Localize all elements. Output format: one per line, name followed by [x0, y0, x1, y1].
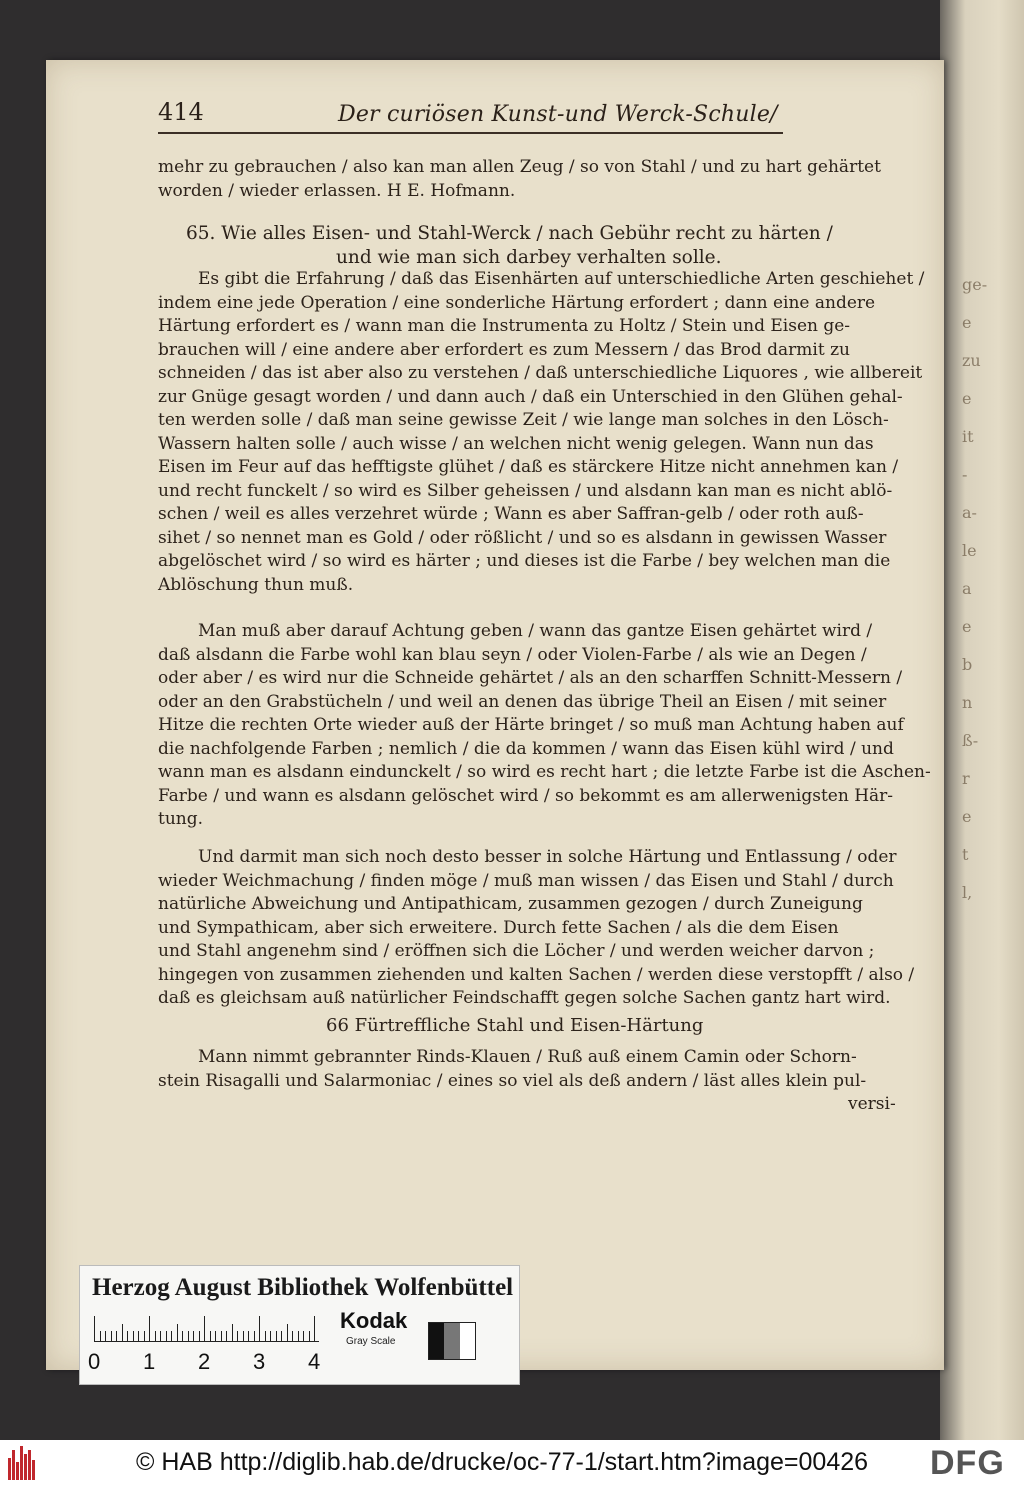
ruler-tick [292, 1331, 293, 1342]
ghost-text-fragment: e [962, 313, 972, 332]
text-line: Hitze die rechten Orte wieder auß der Härte bringet / so muß man Achtung haben auf [158, 715, 904, 735]
ruler-tick [215, 1331, 216, 1342]
ruler-tick [314, 1316, 315, 1342]
text-line: und recht funckelt / so wird es Silber geheissen / und alsdann kan man es nicht ablö- [158, 480, 893, 501]
ruler-tick [138, 1331, 139, 1342]
book-page [46, 60, 944, 1370]
ruler-tick [127, 1331, 128, 1342]
logo-bar [32, 1460, 35, 1480]
library-color-card [79, 1265, 520, 1385]
ruler-tick [243, 1331, 244, 1342]
scale-ruler [94, 1314, 319, 1342]
text-line: brauchen will / eine andere aber erfordert es zum Messern / das Brod darmit zu [158, 339, 850, 360]
ruler-tick [177, 1324, 178, 1342]
ruler-tick [303, 1331, 304, 1342]
ghost-text-fragment: t [962, 845, 969, 864]
text-line: schen / weil es alles verzehret würde ; Wann es aber Saffran-gelb / oder roth auß- [158, 504, 864, 524]
logo-bar [8, 1458, 11, 1480]
heading-66: 66 Fürtreffliche Stahl und Eisen-Härtung [326, 1015, 704, 1036]
ghost-text-fragment: le [962, 541, 977, 560]
ruler-tick [188, 1331, 189, 1342]
text-line: Farbe / und wann es alsdann gelöschet wird / so bekommt es am allerwenigsten Här- [158, 785, 894, 806]
ruler-tick [259, 1316, 260, 1342]
ruler-tick [281, 1331, 282, 1342]
heading-65 [186, 222, 833, 270]
text-line: Mann nimmt gebrannter Rinds-Klauen / Ruß auß einem Camin oder Schorn- [198, 1047, 857, 1067]
ruler-tick [276, 1331, 277, 1342]
paragraph-3 [158, 620, 931, 832]
ruler-tick [237, 1331, 238, 1342]
ghost-text-fragment: l, [962, 883, 973, 902]
ruler-tick [182, 1331, 183, 1342]
ruler-tick [94, 1316, 95, 1342]
ruler-tick [155, 1331, 156, 1342]
ruler-tick [226, 1331, 227, 1342]
text-line: wieder Weichmachung / finden möge / muß man wissen / das Eisen und Stahl / durch [158, 870, 894, 891]
ruler-tick [116, 1331, 117, 1342]
text-line: Es gibt die Erfahrung / daß das Eisenhärten auf unterschiedliche Arten geschiehet / [198, 269, 925, 289]
logo-bar [12, 1450, 15, 1480]
footer-bar [0, 1440, 1024, 1486]
dfg-logo: DFG [930, 1444, 1005, 1482]
ruler-tick [298, 1331, 299, 1342]
text-line: Und darmit man sich noch desto besser in solche Härtung und Entlassung / oder [198, 847, 897, 867]
scale-number: 4 [308, 1349, 321, 1374]
ruler-tick [193, 1331, 194, 1342]
text-line: oder aber / es wird nur die Schneide gehärtet / als an den scharffen Schnitt-Messern / [158, 668, 903, 688]
ruler-tick [248, 1331, 249, 1342]
text-line: ten werden solle / daß man seine gewisse Zeit / wie lange man solches in den Lösch- [158, 410, 889, 430]
scale-number: 0 [88, 1349, 101, 1374]
text-line: stein Risagalli und Salarmoniac / eines so viel als deß andern / läst alles klein pul- [158, 1070, 867, 1091]
scale-number: 1 [143, 1349, 156, 1374]
ghost-text-fragment: b [962, 655, 973, 674]
heading-line: 65. Wie alles Eisen- und Stahl-Werck / nach Gebühr recht zu härten / [186, 223, 833, 244]
ghost-text-fragment: e [962, 617, 972, 636]
paragraph-4 [158, 846, 914, 1011]
text-line: Eisen im Feur auf das hefftigste glühet / daß es stärckere Hitze nicht annehmen kan / [158, 457, 899, 477]
text-line: wann man es alsdann eindunckelt / so wird es recht hart ; die letzte Farbe ist die Aschen- [158, 762, 931, 782]
text-line: und Stahl angenehm sind / eröffnen sich die Löcher / und werden weicher darvon ; [158, 941, 875, 961]
gray-swatches [428, 1322, 476, 1360]
ruler-tick [100, 1331, 101, 1342]
swatch-white [460, 1323, 475, 1359]
ruler-tick [270, 1331, 271, 1342]
text-line: worden / wieder erlassen. H E. Hofmann. [158, 180, 516, 201]
text-line: Wassern halten solle / auch wisse / an welchen nicht wenig gelegen. Wann nun das [158, 433, 874, 454]
ruler-tick [122, 1324, 123, 1342]
footer-copyright-link[interactable]: © HAB http://diglib.hab.de/drucke/oc-77-1/start.htm?image=00426 [136, 1448, 869, 1476]
ruler-tick [199, 1331, 200, 1342]
ruler-tick [204, 1316, 205, 1342]
page-number: 414 [158, 98, 204, 126]
paragraph-1 [158, 156, 881, 203]
logo-bar [24, 1454, 27, 1480]
heading-line: und wie man sich darbey verhalten solle. [336, 247, 722, 268]
text-line: versi- [848, 1094, 896, 1114]
text-line: Härtung erfordert es / wann man die Instrumenta zu Holtz / Stein und Eisen ge- [158, 316, 851, 336]
text-line: natürliche Abweichung und Antipathicam, zusammen gezogen / durch Zuneigung [158, 894, 863, 914]
ghost-text-fragment: zu [962, 351, 981, 370]
swatch-gray [444, 1323, 459, 1359]
text-line: mehr zu gebrauchen / also kan man allen Zeug / so von Stahl / und zu hart gehärtet [158, 157, 881, 177]
logo-bar [28, 1450, 31, 1480]
ruler-tick [254, 1331, 255, 1342]
ruler-tick [210, 1331, 211, 1342]
ruler-tick [105, 1331, 106, 1342]
ruler-tick [166, 1331, 167, 1342]
ghost-text-fragment: e [962, 807, 972, 826]
ruler-tick [111, 1331, 112, 1342]
ghost-text-fragment: ge- [962, 275, 988, 294]
ruler-tick [133, 1331, 134, 1342]
ghost-text-fragment: it [962, 427, 974, 446]
text-line: Man muß aber darauf Achtung geben / wann das gantze Eisen gehärtet wird / [198, 621, 873, 641]
ruler-tick [144, 1331, 145, 1342]
page-header [158, 98, 778, 134]
logo-bar [16, 1462, 19, 1480]
ghost-text-fragment: e [962, 389, 972, 408]
ruler-tick [287, 1324, 288, 1342]
ruler-tick [309, 1331, 310, 1342]
ghost-text-fragment: a- [962, 503, 977, 522]
ruler-tick [171, 1331, 172, 1342]
ghost-text-fragment: ß- [962, 731, 979, 750]
text-line: hingegen von zusammen ziehenden und kalten Sachen / werden diese verstopfft / also / [158, 964, 915, 985]
text-line: daß alsdann die Farbe wohl kan blau seyn / oder Violen-Farbe / als wie an Degen / [158, 644, 867, 665]
paragraph-5 [158, 1046, 896, 1117]
kodak-logo: Kodak [340, 1308, 408, 1333]
header-rule [158, 132, 783, 134]
ruler-tick [160, 1331, 161, 1342]
scale-number: 3 [253, 1349, 266, 1374]
text-line: oder an den Grabstücheln / und weil an denen das übrige Theil an Eisen / mit seiner [158, 691, 887, 712]
hab-logo-icon [8, 1446, 36, 1480]
paragraph-2 [158, 268, 924, 597]
ruler-tick [221, 1331, 222, 1342]
swatch-black [429, 1323, 444, 1359]
text-line: indem eine jede Operation / eine sonderliche Härtung erfordert ; dann eine andere [158, 292, 876, 313]
text-line: die nachfolgende Farben ; nemlich / die da kommen / wann das Eisen kühl wird / und [158, 738, 894, 759]
ruler-tick [232, 1324, 233, 1342]
text-line: schneiden / das ist aber also zu verstehen / daß unterschiedliche Liquores , wie allbereit [158, 363, 923, 383]
text-line: sihet / so nennet man es Gold / oder rößlicht / und so es alsdann in gewissen Wasser [158, 527, 887, 548]
text-line: Ablöschung thun muß. [158, 574, 354, 595]
ghost-text-fragment: r [962, 769, 970, 788]
next-page-edge [940, 0, 1024, 1440]
logo-bar [20, 1446, 23, 1480]
text-line: tung. [158, 809, 204, 829]
text-line: daß es gleichsam auß natürlicher Feindschafft gegen solche Sachen gantz hart wird. [158, 988, 891, 1008]
library-name: Herzog August Bibliothek Wolfenbüttel [92, 1274, 514, 1301]
text-line: abgelöschet wird / so wird es härter ; und dieses ist die Farbe / bey welchen man die [158, 551, 891, 571]
ghost-text-fragment: a [962, 579, 972, 598]
ruler-tick [265, 1331, 266, 1342]
ruler-tick [149, 1316, 150, 1342]
text-line: zur Gnüge gesagt worden / und dann auch / daß ein Unterschied in den Glühen gehal- [158, 386, 903, 407]
ghost-text-fragment: - [962, 465, 968, 484]
scale-number: 2 [198, 1349, 211, 1374]
running-head: Der curiösen Kunst-und Werck-Schule/ [338, 102, 778, 127]
gray-scale-label: Gray Scale [346, 1336, 396, 1347]
ghost-text-fragment: n [962, 693, 973, 712]
text-line: und Sympathicam, aber sich erweitere. Durch fette Sachen / als die dem Eisen [158, 917, 839, 938]
